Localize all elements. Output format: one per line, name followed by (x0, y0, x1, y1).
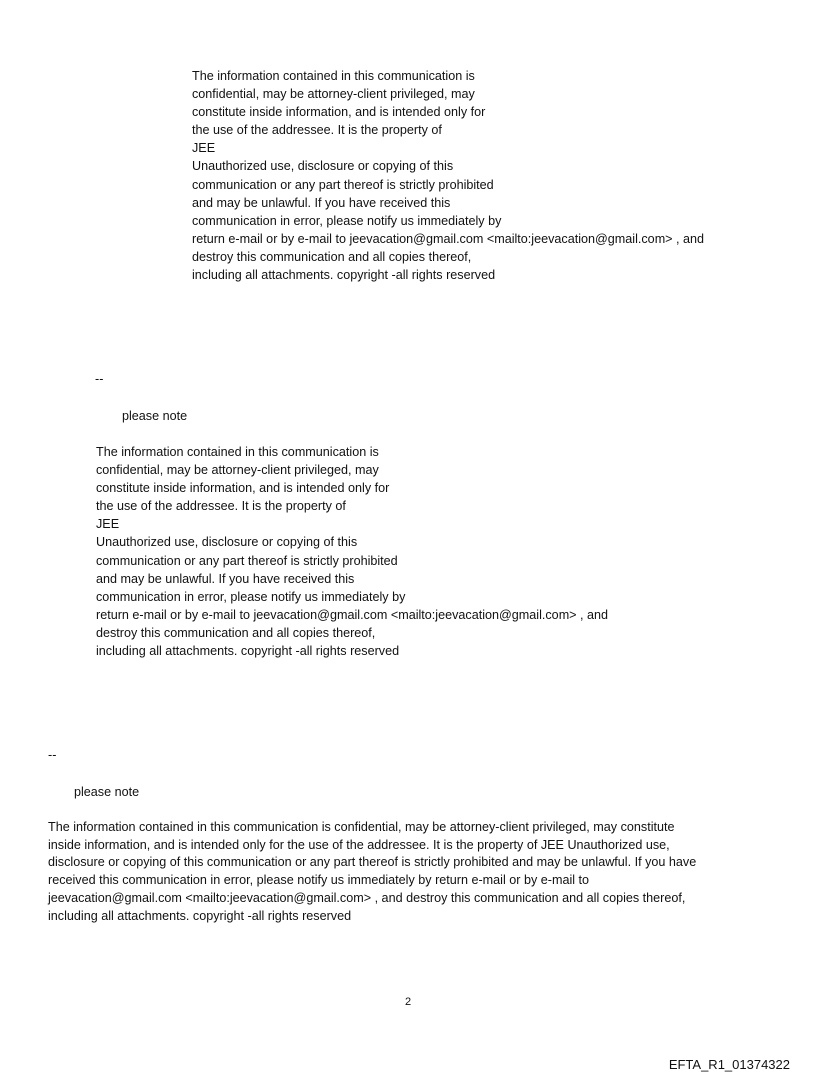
page-number: 2 (404, 996, 412, 1008)
disclaimer-line: confidential, may be attorney-client privileged, may (192, 87, 475, 102)
disclaimer-line: and may be unlawful. If you have received this (192, 195, 451, 210)
disclaimer-line: inside information, and is intended only for the use of the addressee. It is the property of JEE Unauthorized use, (48, 837, 670, 852)
disclaimer-line: including all attachments. copyright -all rights reserved (96, 644, 400, 659)
please-note-1: please note (122, 409, 188, 423)
disclaimer-line: The information contained in this communication is (192, 69, 475, 83)
disclaimer-line: disclosure or copying of this communication or any part thereof is strictly prohibited and may be unlawful. If you have (48, 855, 697, 870)
disclaimer-line: the use of the addressee. It is the property of (192, 123, 442, 138)
disclaimer-line: destroy this communication and all copies thereof, (192, 249, 472, 264)
disclaimer-block-2 (96, 443, 608, 660)
disclaimer-line: communication in error, please notify us immediately by (96, 589, 406, 604)
disclaimer-line: communication or any part thereof is strictly prohibited (192, 177, 494, 192)
disclaimer-block-3 (48, 819, 696, 925)
disclaimer-line: JEE (192, 141, 216, 156)
disclaimer-line: destroy this communication and all copies thereof, (96, 625, 376, 640)
disclaimer-line: confidential, may be attorney-client privileged, may (96, 463, 379, 478)
disclaimer-block-1 (192, 67, 704, 284)
disclaimer-line: return e-mail or by e-mail to jeevacation@gmail.com <mailto:jeevacation@gmail.com> , and (96, 607, 609, 622)
separator-2: -- (48, 748, 57, 762)
document-id: EFTA_R1_01374322 (668, 1057, 790, 1072)
disclaimer-line: Unauthorized use, disclosure or copying of this (96, 535, 358, 550)
disclaimer-line: Unauthorized use, disclosure or copying of this (192, 159, 454, 174)
separator-1: -- (95, 372, 104, 386)
disclaimer-line: including all attachments. copyright -all rights reserved (48, 908, 352, 923)
disclaimer-line: jeevacation@gmail.com <mailto:jeevacation@gmail.com> , and destroy this communication and all copies thereof, (48, 890, 686, 905)
disclaimer-line: communication in error, please notify us immediately by (192, 213, 502, 228)
disclaimer-line: the use of the addressee. It is the property of (96, 499, 346, 514)
disclaimer-line: JEE (96, 517, 120, 532)
disclaimer-line: constitute inside information, and is intended only for (96, 481, 390, 496)
disclaimer-line: received this communication in error, please notify us immediately by return e-mail or by e-mail to (48, 873, 590, 888)
disclaimer-line: including all attachments. copyright -all rights reserved (192, 268, 496, 283)
disclaimer-line: return e-mail or by e-mail to jeevacation@gmail.com <mailto:jeevacation@gmail.com> , and (192, 231, 705, 246)
disclaimer-line: The information contained in this communication is (96, 445, 379, 459)
disclaimer-line: constitute inside information, and is intended only for (192, 105, 486, 120)
disclaimer-line: communication or any part thereof is strictly prohibited (96, 553, 398, 568)
please-note-2: please note (74, 785, 140, 799)
disclaimer-line: The information contained in this communication is confidential, may be attorney-client privileged, may constitute (48, 820, 675, 834)
disclaimer-line: and may be unlawful. If you have received this (96, 571, 355, 586)
